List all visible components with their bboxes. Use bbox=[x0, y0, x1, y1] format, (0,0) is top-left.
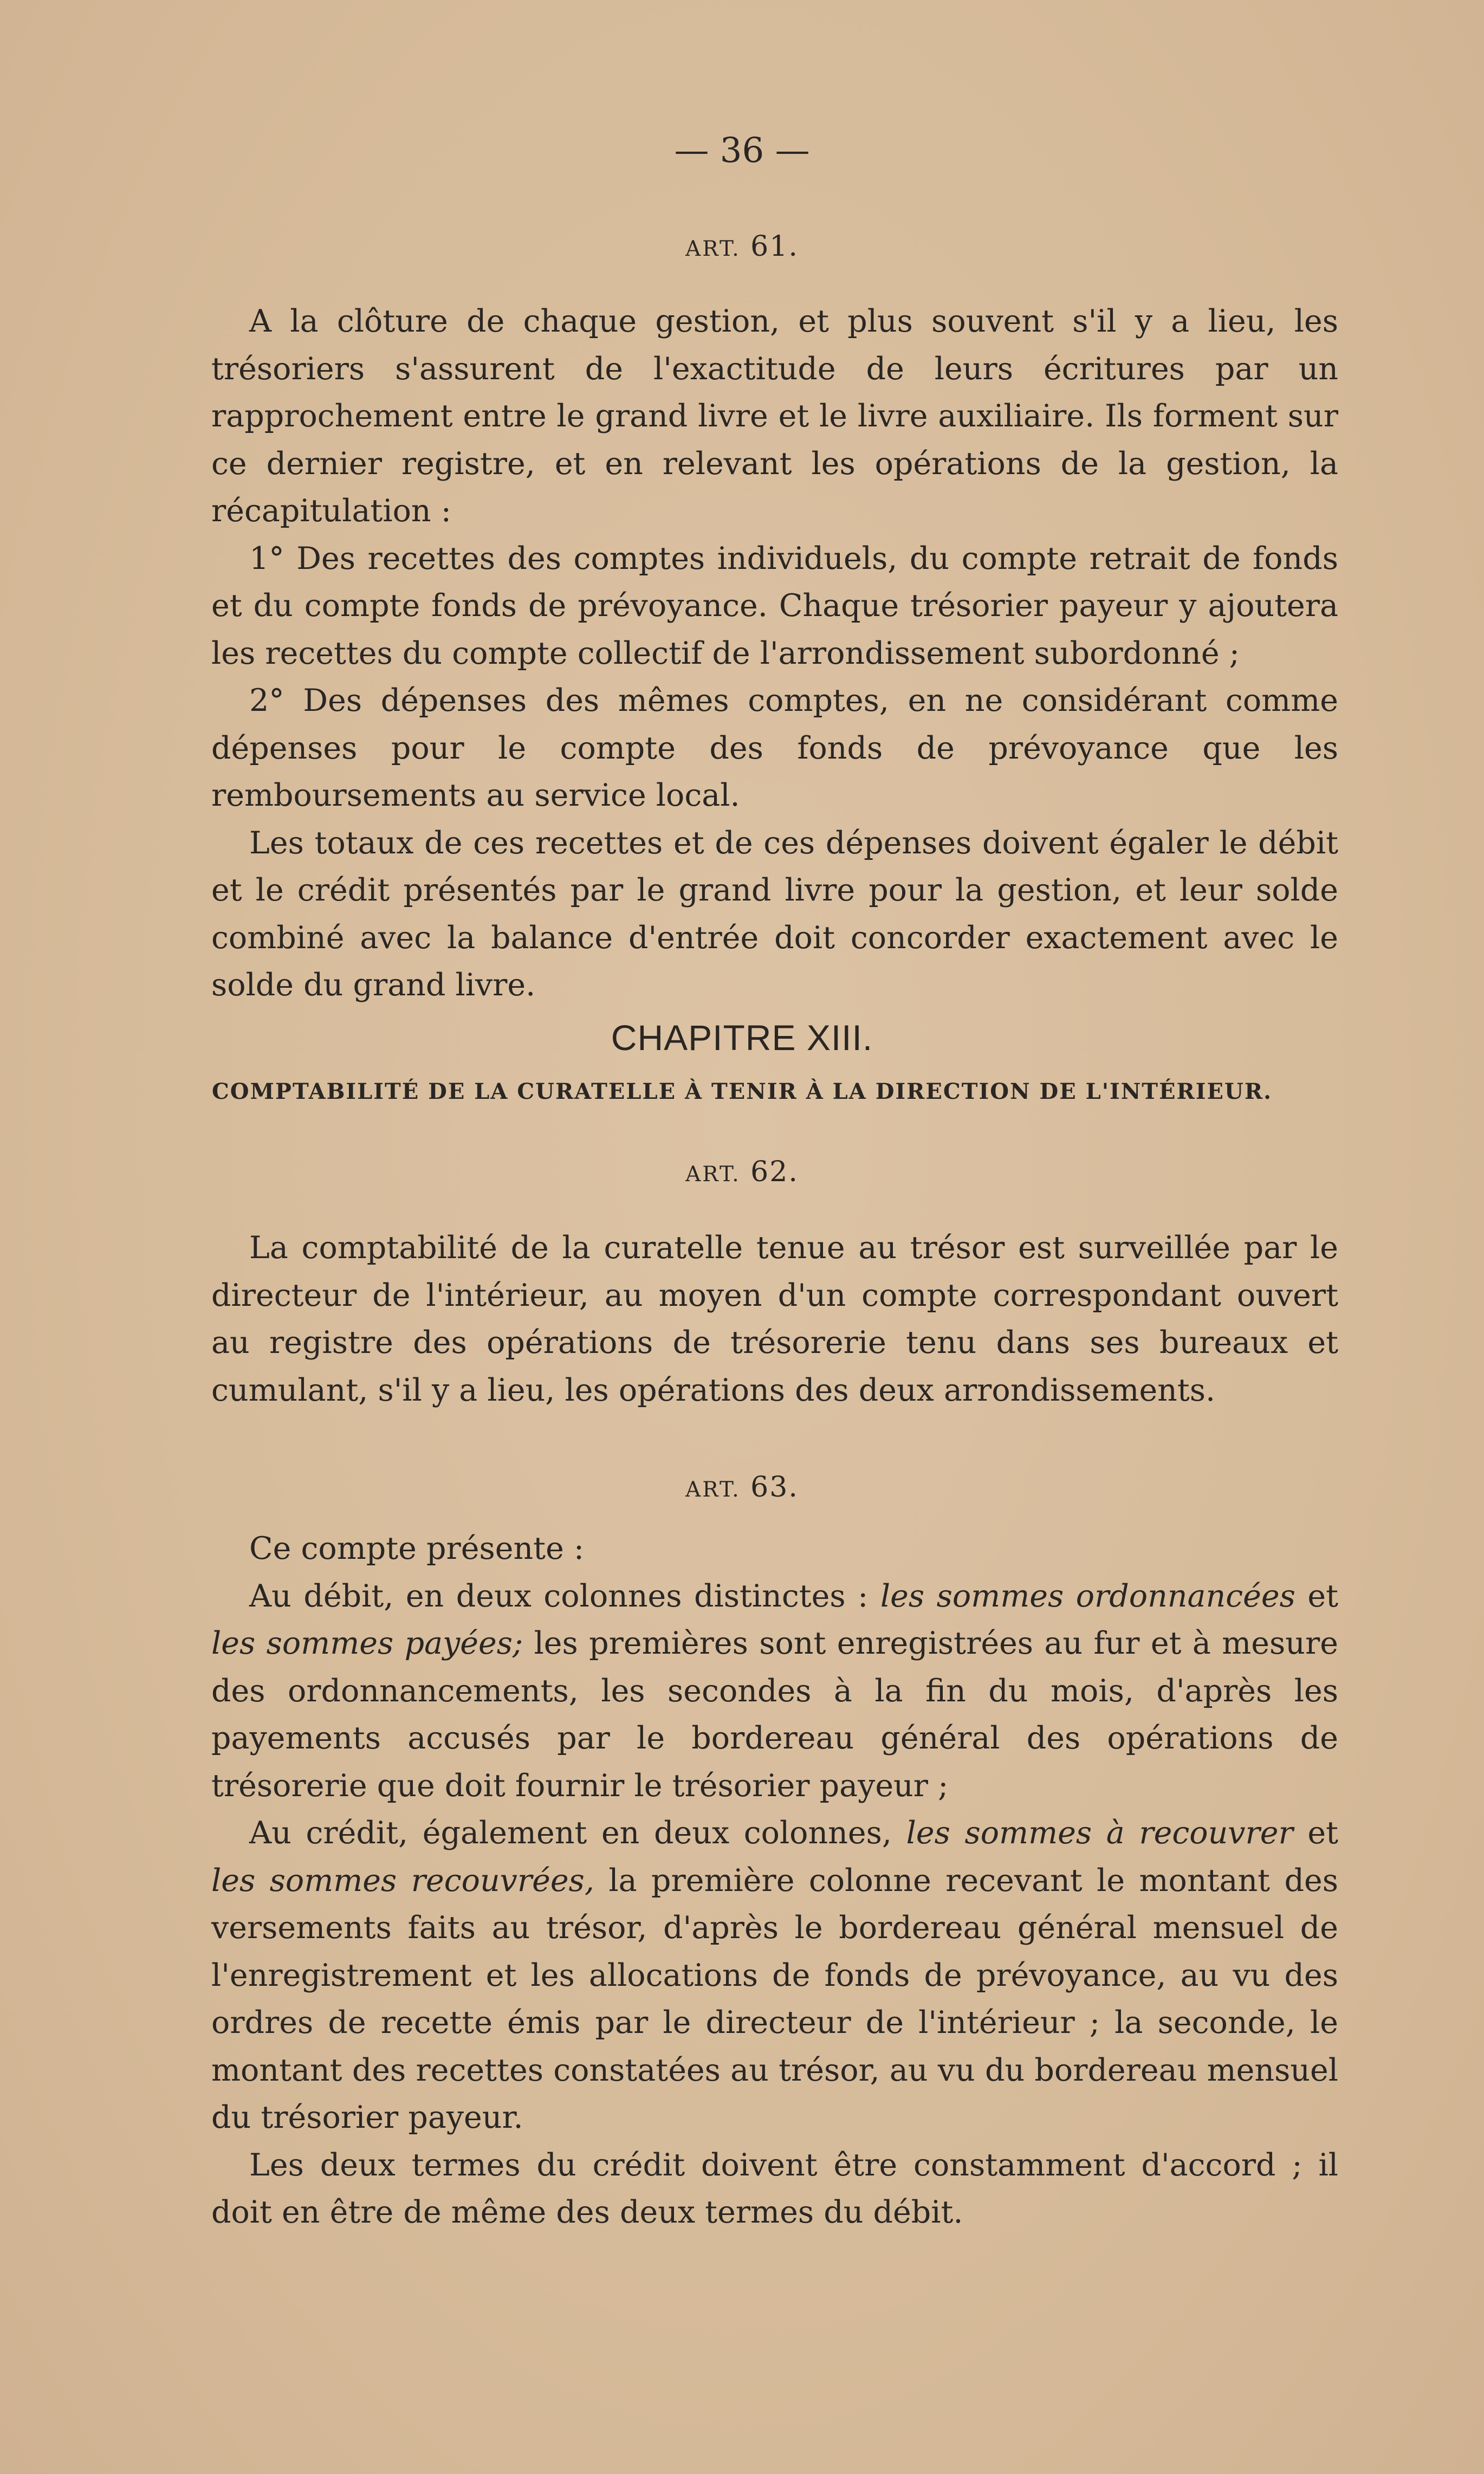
paragraph: 1° Des recettes des comptes individuels, du compte retrait de fonds et du compte fonds de prévoyance. Chaque trésorier payeur y ajoutera les recettes du compte collectif de l'arrondissement subordonné ; bbox=[211, 540, 1338, 671]
paragraph: Les deux termes du crédit doivent être constamment d'accord ; il doit en être de même des deux termes du débit. bbox=[211, 2147, 1338, 2230]
italic-term: les sommes ordonnancées bbox=[880, 1578, 1295, 1614]
italic-term: les sommes payées; bbox=[211, 1625, 523, 1661]
chapter-subtitle: COMPTABILITÉ DE LA CURATELLE À TENIR À LA DIRECTION DE L'INTÉRIEUR. bbox=[211, 1079, 1273, 1104]
article-61-body bbox=[211, 298, 1338, 1009]
paragraph: Ce compte présente : bbox=[249, 1531, 585, 1566]
page-number: — 36 — bbox=[674, 131, 810, 171]
article-label: ART. bbox=[685, 1478, 741, 1502]
chapter-title: CHAPITRE XIII. bbox=[611, 1018, 873, 1058]
paragraph: Au crédit, également en deux colonnes, les sommes à recouvrer et les sommes recouvrées, la première colonne recevant le montant des versements faits au trésor, d'après le bordereau général mensuel de l'enregistrement et les allocations de fonds de prévoyance, au vu des ordres de recette émis par le directeur de l'intérieur ; la seconde, le montant des recettes constatées au trésor, au vu du bordereau mensuel du trésorier payeur. bbox=[211, 1815, 1338, 2135]
article-61-heading bbox=[0, 228, 1484, 268]
paragraph: 2° Des dépenses des mêmes comptes, en ne considérant comme dépenses pour le compte des fonds de prévoyance que les remboursements au service local. bbox=[211, 683, 1338, 813]
article-label: ART. bbox=[685, 1162, 741, 1187]
article-label: ART. bbox=[685, 237, 741, 261]
article-62-heading bbox=[0, 1153, 1484, 1194]
article-63-heading bbox=[0, 1468, 1484, 1509]
paragraph: A la clôture de chaque gestion, et plus souvent s'il y a lieu, les trésoriers s'assurent de l'exactitude de leurs écritures par un rapprochement entre le grand livre et le livre auxiliaire. Ils forment sur ce dernier registre, et en relevant les opérations de la gestion, la récapitulation : bbox=[211, 303, 1338, 529]
article-63-body bbox=[211, 1525, 1338, 2237]
paragraph: Les totaux de ces recettes et de ces dépenses doivent égaler le débit et le crédit présentés par le grand livre pour la gestion, et leur solde combiné avec la balance d'entrée doit concorder exactement avec le solde du grand livre. bbox=[211, 825, 1338, 1003]
article-62-body bbox=[211, 1225, 1338, 1414]
italic-term: les sommes recouvrées, bbox=[211, 1862, 594, 1899]
article-number: 61. bbox=[750, 230, 799, 263]
article-number: 62. bbox=[750, 1156, 799, 1188]
article-number: 63. bbox=[750, 1471, 799, 1504]
paragraph: Au débit, en deux colonnes distinctes : les sommes ordonnancées et les sommes payées; les premières sont enregistrées au fur et à mesure des ordonnancements, les secondes à la fin du mois, d'après les payements accusés par le bordereau général des opérations de trésorerie que doit fournir le trésorier payeur ; bbox=[211, 1578, 1338, 1804]
italic-term: les sommes à recouvrer bbox=[906, 1815, 1293, 1851]
paragraph: La comptabilité de la curatelle tenue au trésor est surveillée par le directeur de l'intérieur, au moyen d'un compte correspondant ouvert au registre des opérations de trésorerie tenu dans ses bureaux et cumulant, s'il y a lieu, les opérations des deux arrondissements. bbox=[211, 1230, 1338, 1408]
